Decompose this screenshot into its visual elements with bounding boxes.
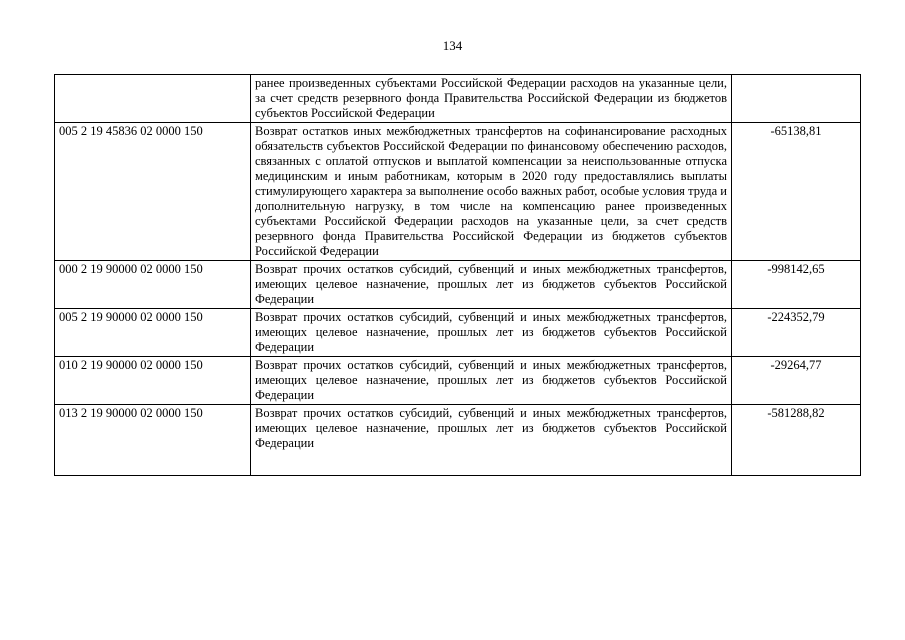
amount-cell: -581288,82 <box>732 405 861 476</box>
amount-cell <box>732 75 861 123</box>
description-cell: Возврат прочих остатков субсидий, субвенций и иных межбюджетных трансфертов, имеющих целевое назначение, прошлых лет из бюджетов субъектов Российской Федерации <box>251 357 732 405</box>
table-row <box>55 405 861 476</box>
table-row <box>55 75 861 123</box>
table-row <box>55 123 861 261</box>
description-cell: Возврат остатков иных межбюджетных трансфертов на софинансирование расходных обязательств субъектов Российской Федерации по финансовому обеспечению расходов, связанных с оплатой отпусков и выплатой компенсации за неиспользованные отпуска медицинским и иным работникам, которым в 2020 году предоставлялись выплаты стимулирующего характера за выполнение особо важных работ, особые условия труда и дополнительную нагрузку, в том числе на компенсацию ранее произведенных субъектами Российской Федерации расходов на указанные цели, за счет средств резервного фонда Правительства Российской Федерации из бюджетов субъектов Российской Федерации <box>251 123 732 261</box>
table-row <box>55 261 861 309</box>
budget-code-cell: 010 2 19 90000 02 0000 150 <box>55 357 251 405</box>
budget-table <box>54 74 861 476</box>
amount-cell: -224352,79 <box>732 309 861 357</box>
table-row <box>55 357 861 405</box>
description-cell: Возврат прочих остатков субсидий, субвенций и иных межбюджетных трансфертов, имеющих целевое назначение, прошлых лет из бюджетов субъектов Российской Федерации <box>251 309 732 357</box>
amount-cell: -998142,65 <box>732 261 861 309</box>
budget-code-cell <box>55 75 251 123</box>
page-number: 134 <box>442 38 463 53</box>
table-row <box>55 309 861 357</box>
budget-code-cell: 005 2 19 90000 02 0000 150 <box>55 309 251 357</box>
description-cell: Возврат прочих остатков субсидий, субвенций и иных межбюджетных трансфертов, имеющих целевое назначение, прошлых лет из бюджетов субъектов Российской Федерации <box>251 261 732 309</box>
budget-code-cell: 013 2 19 90000 02 0000 150 <box>55 405 251 476</box>
amount-cell: -65138,81 <box>732 123 861 261</box>
budget-code-cell: 005 2 19 45836 02 0000 150 <box>55 123 251 261</box>
amount-cell: -29264,77 <box>732 357 861 405</box>
description-cell: Возврат прочих остатков субсидий, субвенций и иных межбюджетных трансфертов, имеющих целевое назначение, прошлых лет из бюджетов субъектов Российской Федерации <box>251 405 732 476</box>
description-cell: ранее произведенных субъектами Российской Федерации расходов на указанные цели, за счет средств резервного фонда Правительства Российской Федерации из бюджетов субъектов Российской Федерации <box>251 75 732 123</box>
budget-code-cell: 000 2 19 90000 02 0000 150 <box>55 261 251 309</box>
